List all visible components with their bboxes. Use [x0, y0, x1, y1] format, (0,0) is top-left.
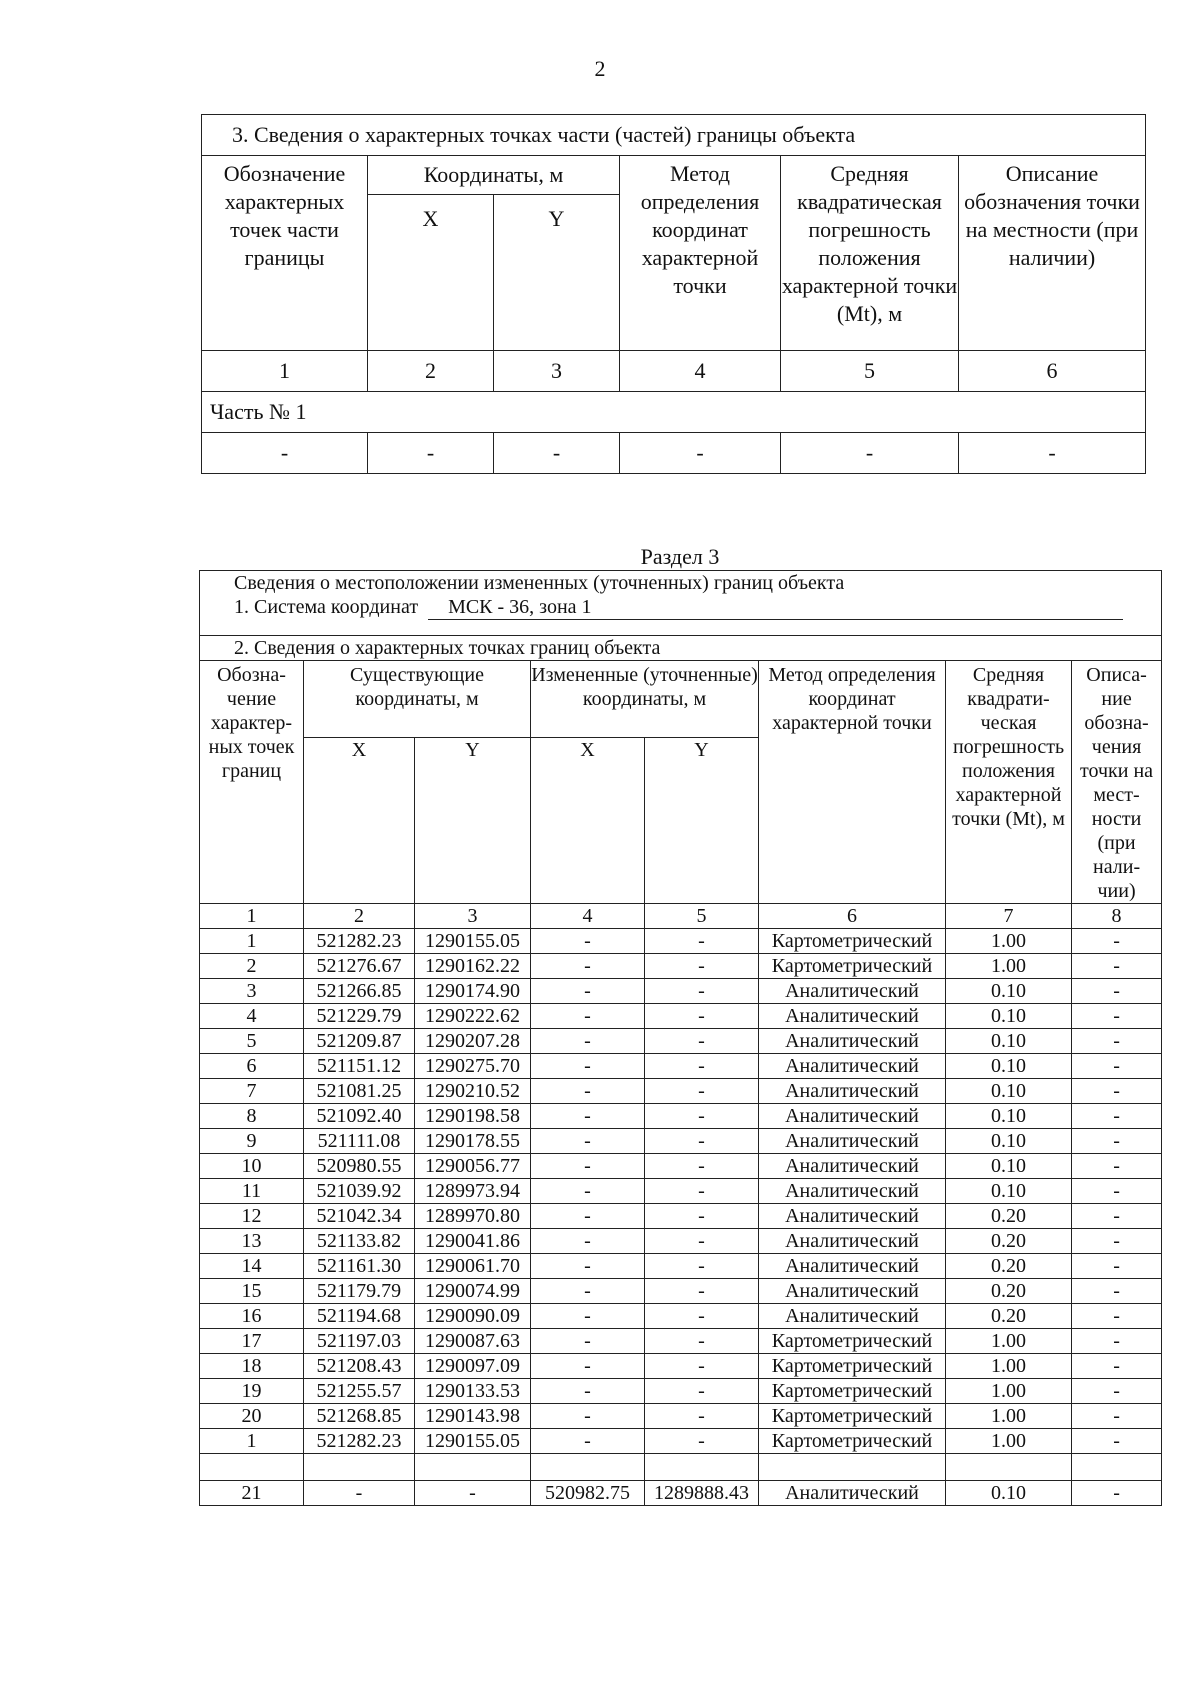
- header-changed-coordinates: Измененные (уточненные) координаты, м: [531, 661, 759, 738]
- col-number: 8: [1072, 904, 1162, 929]
- changed-x: -: [531, 1179, 645, 1204]
- existing-y: 1290041.86: [415, 1229, 531, 1254]
- point-id: 13: [200, 1229, 304, 1254]
- existing-x: 521042.34: [304, 1204, 415, 1229]
- existing-x: 521208.43: [304, 1354, 415, 1379]
- point-id: 1: [200, 1429, 304, 1454]
- error: 0.10: [946, 1054, 1072, 1079]
- existing-y: 1290143.98: [415, 1404, 531, 1429]
- method: Аналитический: [759, 1154, 946, 1179]
- error: 1.00: [946, 954, 1072, 979]
- table-row: [200, 1279, 1162, 1304]
- error: 0.10: [946, 1179, 1072, 1204]
- point-id: 15: [200, 1279, 304, 1304]
- table-row: [200, 1254, 1162, 1279]
- changed-x: -: [531, 929, 645, 954]
- method: Аналитический: [759, 1179, 946, 1204]
- changed-y: -: [645, 1354, 759, 1379]
- col-number: 5: [781, 351, 959, 392]
- changed-x: -: [531, 979, 645, 1004]
- point-id: 7: [200, 1079, 304, 1104]
- table-row: [200, 1481, 1162, 1506]
- table-row: [200, 1154, 1162, 1179]
- col-number: 2: [304, 904, 415, 929]
- part-points-table: [201, 114, 1146, 474]
- column-numbers-row: [200, 904, 1162, 929]
- column-numbers-row: [202, 351, 1146, 392]
- changed-y: -: [645, 929, 759, 954]
- changed-y: -: [645, 1004, 759, 1029]
- existing-y: 1289973.94: [415, 1179, 531, 1204]
- point-id: 16: [200, 1304, 304, 1329]
- header-y-changed: Y: [645, 737, 759, 903]
- header-designation: Обозначение характерных точек части границы: [202, 156, 368, 351]
- table-row: [200, 1404, 1162, 1429]
- existing-y: 1290155.05: [415, 1429, 531, 1454]
- method: Аналитический: [759, 1229, 946, 1254]
- table-cell: -: [202, 433, 368, 474]
- point-id: 12: [200, 1204, 304, 1229]
- header-description: Описа- ние обозна- чения точки на мест- ности (при нали- чии): [1072, 661, 1162, 904]
- method: Картометрический: [759, 1379, 946, 1404]
- error: 0.10: [946, 1481, 1072, 1506]
- changed-y: -: [645, 1229, 759, 1254]
- existing-x: 521179.79: [304, 1279, 415, 1304]
- changed-x: -: [531, 1404, 645, 1429]
- point-id: 8: [200, 1104, 304, 1129]
- description: -: [1072, 1004, 1162, 1029]
- table-row: [200, 979, 1162, 1004]
- existing-y: 1290097.09: [415, 1354, 531, 1379]
- existing-x: 521081.25: [304, 1079, 415, 1104]
- col-number: 5: [645, 904, 759, 929]
- changed-x: -: [531, 1029, 645, 1054]
- col-number: 4: [620, 351, 781, 392]
- description: -: [1072, 1029, 1162, 1054]
- table-row: [200, 954, 1162, 979]
- changed-x: -: [531, 1204, 645, 1229]
- existing-y: 1290275.70: [415, 1054, 531, 1079]
- table-row: [200, 1229, 1162, 1254]
- method: Аналитический: [759, 1029, 946, 1054]
- changed-x: -: [531, 1154, 645, 1179]
- method: Картометрический: [759, 1354, 946, 1379]
- table-row: [200, 1354, 1162, 1379]
- point-id: 3: [200, 979, 304, 1004]
- col-number: 7: [946, 904, 1072, 929]
- description: -: [1072, 1079, 1162, 1104]
- description: -: [1072, 1379, 1162, 1404]
- existing-y: 1290210.52: [415, 1079, 531, 1104]
- description: -: [1072, 1204, 1162, 1229]
- point-id: 21: [200, 1481, 304, 1506]
- header-y: Y: [494, 195, 620, 351]
- changed-y: -: [645, 954, 759, 979]
- changed-x: -: [531, 1304, 645, 1329]
- point-id: 17: [200, 1329, 304, 1354]
- existing-y: 1290198.58: [415, 1104, 531, 1129]
- method: Аналитический: [759, 1129, 946, 1154]
- method: Картометрический: [759, 1404, 946, 1429]
- point-id: 11: [200, 1179, 304, 1204]
- method: Аналитический: [759, 1279, 946, 1304]
- description: -: [1072, 1129, 1162, 1154]
- existing-y: 1290207.28: [415, 1029, 531, 1054]
- existing-y: 1290056.77: [415, 1154, 531, 1179]
- error: 1.00: [946, 1354, 1072, 1379]
- method: Аналитический: [759, 1104, 946, 1129]
- changed-y: -: [645, 1254, 759, 1279]
- table-row: [200, 1104, 1162, 1129]
- existing-y: 1290061.70: [415, 1254, 531, 1279]
- table-cell: -: [368, 433, 494, 474]
- existing-x: 520980.55: [304, 1154, 415, 1179]
- existing-y: 1290074.99: [415, 1279, 531, 1304]
- changed-y: -: [645, 1104, 759, 1129]
- changed-y: -: [645, 1429, 759, 1454]
- existing-x: 521266.85: [304, 979, 415, 1004]
- col-number: 6: [959, 351, 1146, 392]
- point-id: 2: [200, 954, 304, 979]
- description: -: [1072, 979, 1162, 1004]
- header-x: X: [368, 195, 494, 351]
- existing-y: -: [415, 1481, 531, 1506]
- changed-x: -: [531, 1104, 645, 1129]
- changed-y: -: [645, 1279, 759, 1304]
- coordinate-system-label: 1. Система координат: [234, 596, 419, 618]
- description: -: [1072, 1279, 1162, 1304]
- changed-y: 1289888.43: [645, 1481, 759, 1506]
- changed-x: 520982.75: [531, 1481, 645, 1506]
- part-label: Часть № 1: [202, 392, 1146, 433]
- description: -: [1072, 1154, 1162, 1179]
- col-number: 1: [202, 351, 368, 392]
- col-number: 6: [759, 904, 946, 929]
- error: 0.10: [946, 1154, 1072, 1179]
- header-method: Метод определения координат характерной точки: [620, 156, 781, 351]
- existing-x: -: [304, 1481, 415, 1506]
- existing-y: 1290162.22: [415, 954, 531, 979]
- existing-x: 521151.12: [304, 1054, 415, 1079]
- header-x-changed: X: [531, 737, 645, 903]
- section-heading: Сведения о местоположении измененных (уточненных) границ объекта: [200, 571, 1162, 596]
- existing-x: 521268.85: [304, 1404, 415, 1429]
- table1-title: 3. Сведения о характерных точках части (частей) границы объекта: [202, 115, 1146, 156]
- table-row: [200, 1129, 1162, 1154]
- changed-x: -: [531, 1279, 645, 1304]
- header-y-existing: Y: [415, 737, 531, 903]
- error: 1.00: [946, 1329, 1072, 1354]
- existing-x: 521229.79: [304, 1004, 415, 1029]
- method: Картометрический: [759, 1429, 946, 1454]
- changed-y: -: [645, 1204, 759, 1229]
- changed-y: -: [645, 1154, 759, 1179]
- table-row: [200, 1379, 1162, 1404]
- method: Аналитический: [759, 1004, 946, 1029]
- error: 0.20: [946, 1254, 1072, 1279]
- point-id: 10: [200, 1154, 304, 1179]
- existing-y: 1290155.05: [415, 929, 531, 954]
- header-method: Метод определения координат характерной точки: [759, 661, 946, 904]
- table-cell: -: [494, 433, 620, 474]
- table-row: [200, 1029, 1162, 1054]
- existing-x: 521194.68: [304, 1304, 415, 1329]
- table-row: [200, 1079, 1162, 1104]
- point-id: 9: [200, 1129, 304, 1154]
- point-id: 19: [200, 1379, 304, 1404]
- changed-x: -: [531, 954, 645, 979]
- existing-y: 1290178.55: [415, 1129, 531, 1154]
- header-existing-coordinates: Существующие координаты, м: [304, 661, 531, 738]
- error: 1.00: [946, 1404, 1072, 1429]
- method: Аналитический: [759, 979, 946, 1004]
- changed-y: -: [645, 1379, 759, 1404]
- changed-y: -: [645, 1054, 759, 1079]
- changed-x: -: [531, 1354, 645, 1379]
- method: Аналитический: [759, 1481, 946, 1506]
- description: -: [1072, 1304, 1162, 1329]
- method: Аналитический: [759, 1054, 946, 1079]
- description: -: [1072, 954, 1162, 979]
- section-title: Раздел 3: [640, 544, 720, 569]
- table-cell: -: [959, 433, 1146, 474]
- description: -: [1072, 1054, 1162, 1079]
- col-number: 4: [531, 904, 645, 929]
- error: 0.20: [946, 1204, 1072, 1229]
- existing-x: 521282.23: [304, 929, 415, 954]
- changed-x: -: [531, 1079, 645, 1104]
- changed-y: -: [645, 1404, 759, 1429]
- table-row: [200, 1054, 1162, 1079]
- changed-x: -: [531, 1329, 645, 1354]
- changed-y: -: [645, 979, 759, 1004]
- coordinate-system-value: МСК - 36, зона 1: [428, 595, 1123, 620]
- error: 0.10: [946, 1079, 1072, 1104]
- header-x-existing: X: [304, 737, 415, 903]
- point-id: 1: [200, 929, 304, 954]
- error: 0.10: [946, 1004, 1072, 1029]
- header-description: Описание обозначения точки на местности (при наличии): [959, 156, 1146, 351]
- col-number: 1: [200, 904, 304, 929]
- existing-y: 1290090.09: [415, 1304, 531, 1329]
- changed-x: -: [531, 1229, 645, 1254]
- changed-x: -: [531, 1054, 645, 1079]
- existing-y: 1290174.90: [415, 979, 531, 1004]
- method: Аналитический: [759, 1079, 946, 1104]
- data-rows: [200, 929, 1162, 1454]
- error: 1.00: [946, 1429, 1072, 1454]
- method: Картометрический: [759, 1329, 946, 1354]
- changed-x: -: [531, 1429, 645, 1454]
- header-error: Средняя квадратическая погрешность положения характерной точки (Mt), м: [781, 156, 959, 351]
- existing-x: 521133.82: [304, 1229, 415, 1254]
- table-cell: -: [620, 433, 781, 474]
- col-number: 2: [368, 351, 494, 392]
- point-id: 18: [200, 1354, 304, 1379]
- error: 0.10: [946, 1104, 1072, 1129]
- point-id: 5: [200, 1029, 304, 1054]
- coordinate-system: [200, 595, 1162, 636]
- point-id: 14: [200, 1254, 304, 1279]
- changed-y: -: [645, 1079, 759, 1104]
- description: -: [1072, 1429, 1162, 1454]
- error: 0.10: [946, 1129, 1072, 1154]
- col-number: 3: [494, 351, 620, 392]
- method: Аналитический: [759, 1204, 946, 1229]
- method: Аналитический: [759, 1304, 946, 1329]
- method: Аналитический: [759, 1254, 946, 1279]
- table-cell: -: [781, 433, 959, 474]
- changed-y: -: [645, 1304, 759, 1329]
- description: -: [1072, 1329, 1162, 1354]
- description: -: [1072, 1254, 1162, 1279]
- changed-y: -: [645, 1329, 759, 1354]
- description: -: [1072, 1354, 1162, 1379]
- changed-x: -: [531, 1004, 645, 1029]
- existing-y: 1290087.63: [415, 1329, 531, 1354]
- existing-x: 521039.92: [304, 1179, 415, 1204]
- header-designation: Обозна- чение характер- ных точек границ: [200, 661, 304, 904]
- table-row: [200, 1179, 1162, 1204]
- description: -: [1072, 1104, 1162, 1129]
- header-error: Средняя квадрати- ческая погрешность положения характерной точки (Mt), м: [946, 661, 1072, 904]
- description: -: [1072, 1481, 1162, 1506]
- table-row: [200, 1429, 1162, 1454]
- changed-y: -: [645, 1029, 759, 1054]
- changed-x: -: [531, 1129, 645, 1154]
- existing-y: 1290222.62: [415, 1004, 531, 1029]
- existing-x: 521197.03: [304, 1329, 415, 1354]
- point-id: 4: [200, 1004, 304, 1029]
- point-id: 6: [200, 1054, 304, 1079]
- existing-x: 521209.87: [304, 1029, 415, 1054]
- existing-x: 521092.40: [304, 1104, 415, 1129]
- error: 1.00: [946, 929, 1072, 954]
- error: 0.10: [946, 979, 1072, 1004]
- existing-y: 1289970.80: [415, 1204, 531, 1229]
- changed-x: -: [531, 1379, 645, 1404]
- existing-x: 521255.57: [304, 1379, 415, 1404]
- error: 1.00: [946, 1379, 1072, 1404]
- section-subheading: 2. Сведения о характерных точках границ объекта: [200, 636, 1162, 661]
- table-row: [200, 1204, 1162, 1229]
- description: -: [1072, 929, 1162, 954]
- header-coordinates: Координаты, м: [368, 156, 620, 195]
- changed-y: -: [645, 1179, 759, 1204]
- existing-x: 521161.30: [304, 1254, 415, 1279]
- description: -: [1072, 1179, 1162, 1204]
- error: 0.20: [946, 1279, 1072, 1304]
- description: -: [1072, 1229, 1162, 1254]
- error: 0.20: [946, 1229, 1072, 1254]
- table-row: [200, 929, 1162, 954]
- changed-x: -: [531, 1254, 645, 1279]
- empty-row: [200, 1454, 1162, 1481]
- col-number: 3: [415, 904, 531, 929]
- boundary-points-table: [199, 570, 1162, 1506]
- description: -: [1072, 1404, 1162, 1429]
- method: Картометрический: [759, 954, 946, 979]
- existing-x: 521276.67: [304, 954, 415, 979]
- table-row: [200, 1004, 1162, 1029]
- existing-x: 521111.08: [304, 1129, 415, 1154]
- table-row: [200, 1304, 1162, 1329]
- error: 0.20: [946, 1304, 1072, 1329]
- existing-y: 1290133.53: [415, 1379, 531, 1404]
- existing-x: 521282.23: [304, 1429, 415, 1454]
- point-id: 20: [200, 1404, 304, 1429]
- method: Картометрический: [759, 929, 946, 954]
- page-number: 2: [594, 56, 606, 81]
- table-row: [202, 433, 1146, 474]
- table-row: [200, 1329, 1162, 1354]
- changed-y: -: [645, 1129, 759, 1154]
- error: 0.10: [946, 1029, 1072, 1054]
